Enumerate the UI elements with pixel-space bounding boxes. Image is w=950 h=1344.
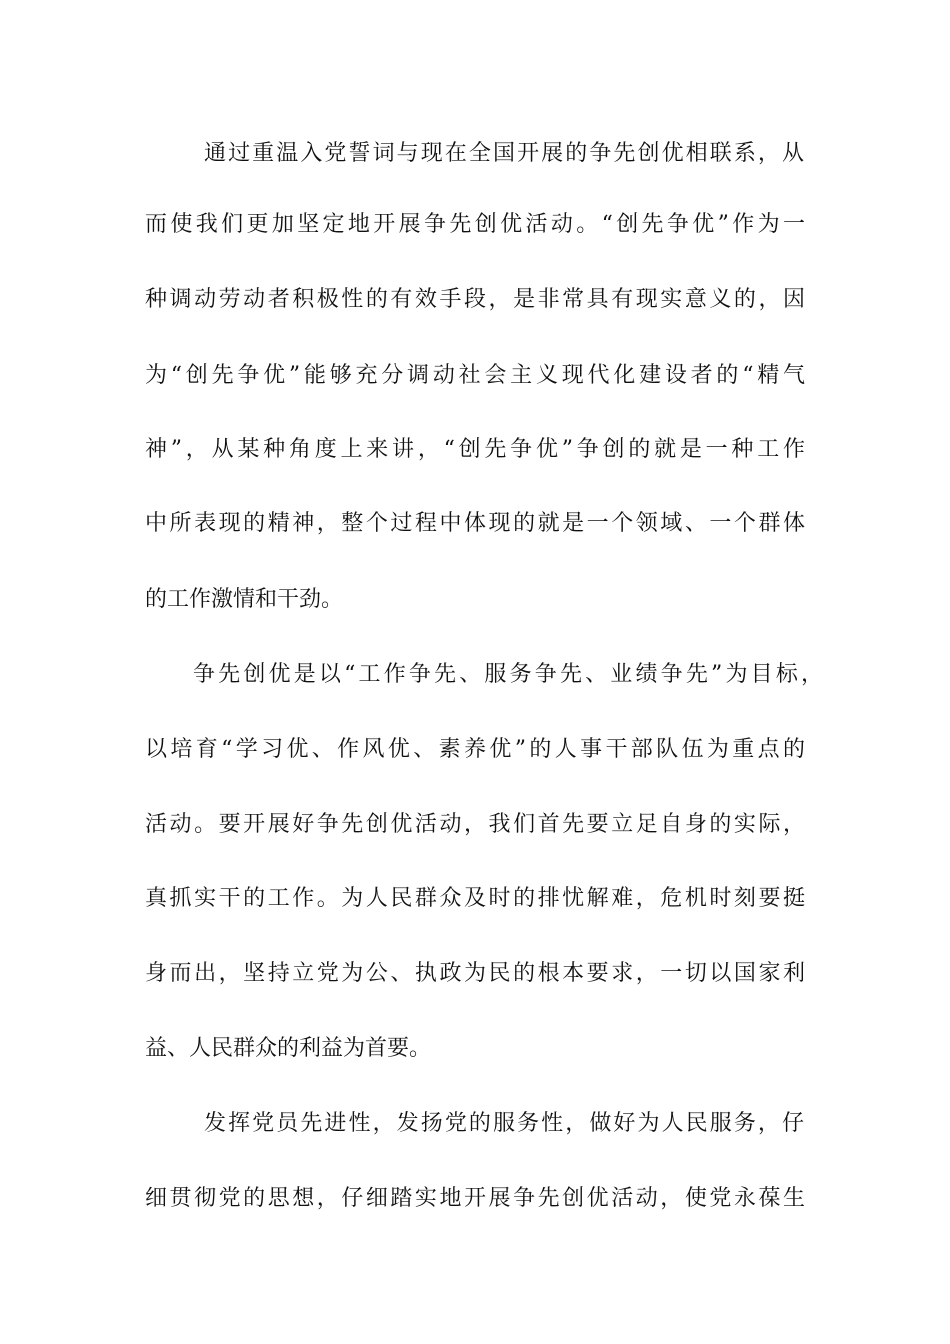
paragraph-1-line-6: 中所表现的精神，整个过程中体现的就是一个领域、一个群体	[145, 511, 805, 536]
paragraph-2-line-1: 争先创优是以“工作争先、服务争先、业绩争先”为目标，	[193, 662, 823, 687]
paragraph-1-line-4: 为“创先争优”能够充分调动社会主义现代化建设者的“精气	[145, 363, 805, 388]
paragraph-3-line-2: 细贯彻党的思想，仔细踏实地开展争先创优活动，使党永葆生	[145, 1186, 805, 1211]
paragraph-2-line-4: 真抓实干的工作。为人民群众及时的排忧解难，危机时刻要挺	[145, 886, 805, 911]
paragraph-1-line-3: 种调动劳动者积极性的有效手段，是非常具有现实意义的，因	[145, 287, 805, 312]
paragraph-1-line-1: 通过重温入党誓词与现在全国开展的争先创优相联系，从	[204, 141, 804, 166]
paragraph-1-line-5: 神”，从某种角度上来讲，“创先争优”争创的就是一种工作	[145, 437, 805, 462]
paragraph-2-line-5: 身而出，坚持立党为公、执政为民的根本要求，一切以国家利	[145, 961, 805, 986]
paragraph-2-line-3: 活动。要开展好争先创优活动，我们首先要立足自身的实际，	[145, 812, 805, 837]
paragraph-1-line-7: 的工作激情和干劲。	[145, 587, 344, 612]
paragraph-1-line-2: 而使我们更加坚定地开展争先创优活动。“创先争优”作为一	[145, 212, 805, 237]
paragraph-2-line-6: 益、人民群众的利益为首要。	[145, 1036, 432, 1061]
paragraph-3-line-1: 发挥党员先进性，发扬党的服务性，做好为人民服务，仔	[204, 1111, 804, 1136]
paragraph-2-line-2: 以培育“学习优、作风优、素养优”的人事干部队伍为重点的	[145, 737, 805, 762]
